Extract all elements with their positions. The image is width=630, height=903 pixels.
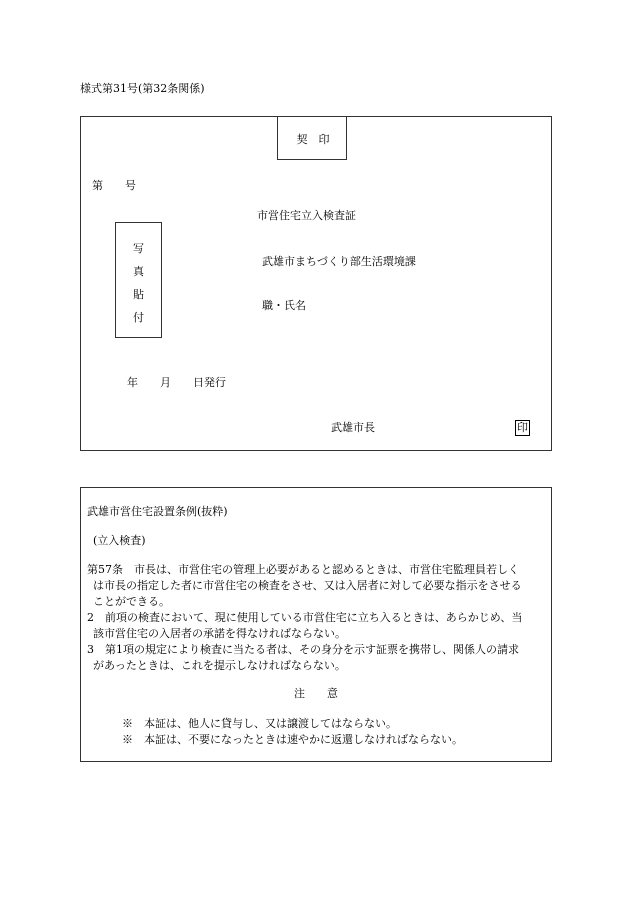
ordinance-line-5: 該市営住宅の入居者の承諾を得なければならない。 xyxy=(93,627,346,640)
certificate-title: 市営住宅立入検査証 xyxy=(257,209,356,222)
issuer-department: 武雄市まちづくり部生活環境課 xyxy=(262,255,416,268)
ordinance-line-3: ことができる。 xyxy=(93,595,170,608)
issue-date-label: 年 月 日発行 xyxy=(127,376,226,389)
form-number: 様式第31号(第32条関係) xyxy=(80,82,205,95)
notice-item-2: ※ 本証は、不要になったときは速やかに返還しなければならない。 xyxy=(122,733,463,746)
ordinance-title: 武雄市営住宅設置条例(抜粋) xyxy=(87,505,228,518)
mayor-label: 武雄市長 xyxy=(331,421,375,434)
stamp-mark: 印 xyxy=(517,421,528,434)
certificate-card xyxy=(80,116,552,451)
photo-char-2: 真 xyxy=(133,265,144,278)
ordinance-excerpt xyxy=(80,487,552,762)
ordinance-line-7: があったときは、これを提示しなければならない。 xyxy=(93,659,346,672)
photo-char-3: 貼 xyxy=(133,288,144,301)
ordinance-line-4: 2 前項の検査において、現に使用している市営住宅に立ち入るときは、あらかじめ、当 xyxy=(87,611,523,624)
seal-label: 契 印 xyxy=(296,133,330,146)
photo-placeholder xyxy=(115,222,162,338)
number-label: 第 号 xyxy=(92,179,136,192)
notice-heading: 注 意 xyxy=(294,687,338,700)
ordinance-line-1: 第57条 市長は、市営住宅の管理上必要があると認めるときは、市営住宅監理員若しく xyxy=(87,563,519,576)
photo-char-1: 写 xyxy=(133,242,144,255)
photo-char-4: 付 xyxy=(133,311,144,324)
notice-item-1: ※ 本証は、他人に貸与し、又は譲渡してはならない。 xyxy=(122,717,397,730)
seal-box xyxy=(277,116,347,160)
section-heading: (立入検査) xyxy=(93,534,146,547)
ordinance-line-6: 3 第1項の規定により検査に当たる者は、その身分を示す証票を携帯し、関係人の請求 xyxy=(87,643,519,656)
name-label: 職・氏名 xyxy=(262,299,306,312)
ordinance-line-2: は市長の指定した者に市営住宅の検査をさせ、又は入居者に対して必要な指示をさせる xyxy=(93,579,522,592)
